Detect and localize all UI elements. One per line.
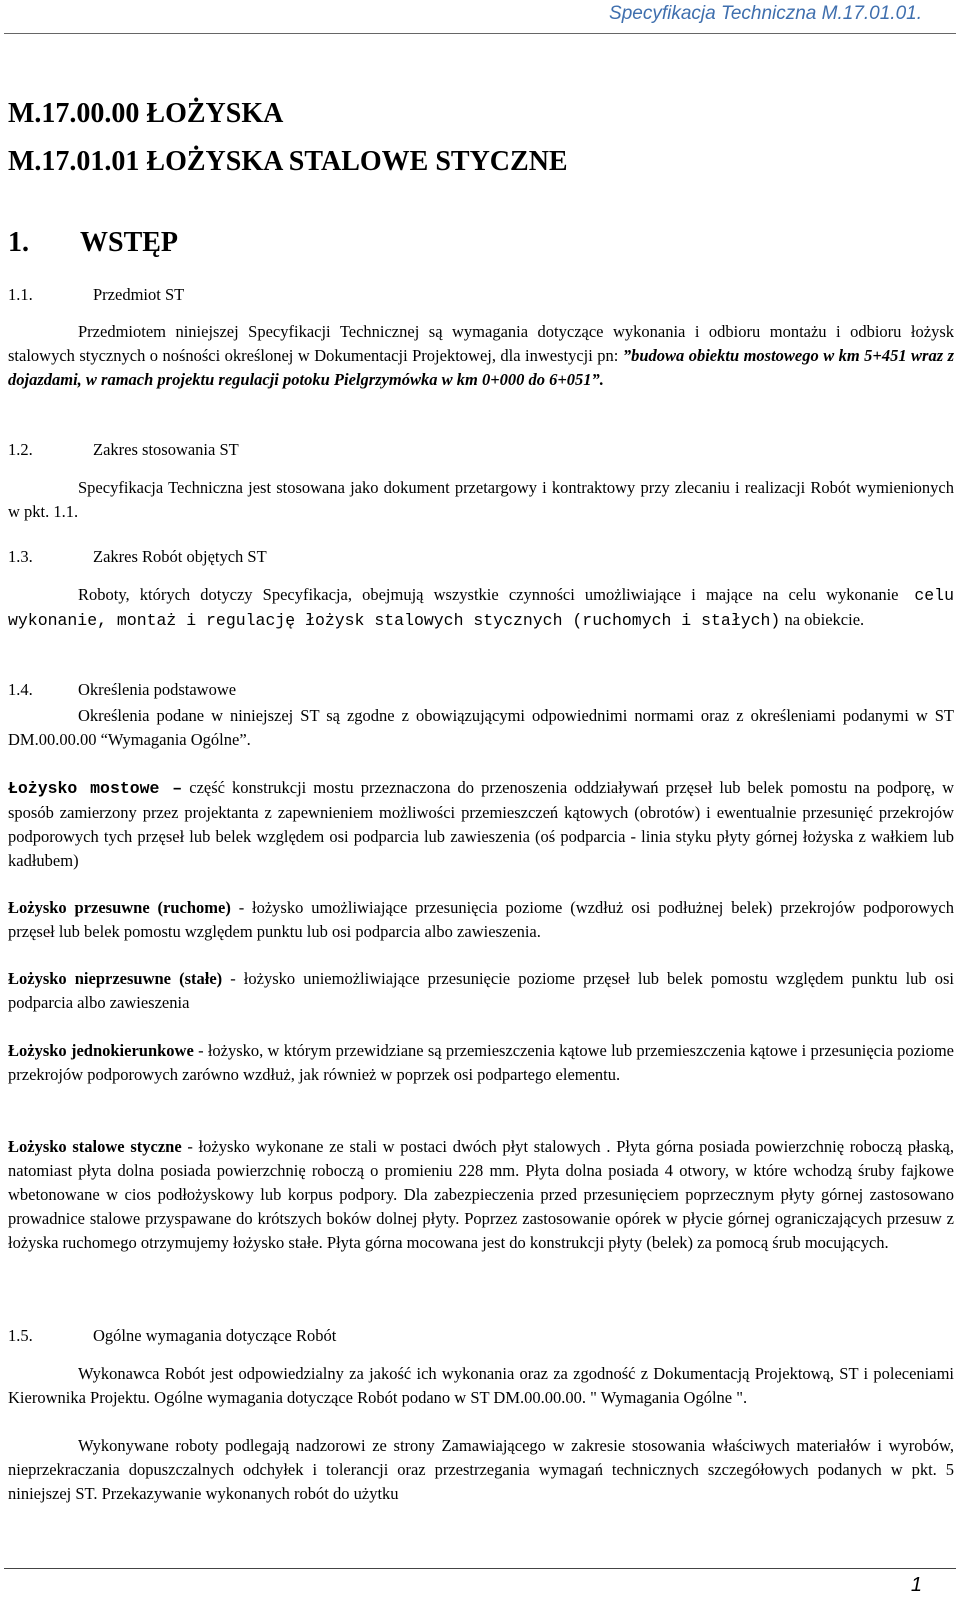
definition-term: Łożysko stalowe styczne (8, 1137, 182, 1156)
definition-text: - łożysko umożliwiające przesunięcia poziome (wzdłuż osi podłużnej belek) przekrojów podporowych przęseł lub belek pomostu względem punktu lub osi podparcia albo zawieszenia. (8, 898, 954, 941)
subsection-1-1-number: 1.1. (8, 285, 33, 304)
subsection-1-4-text: Określenia podane w niniejszej ST są zgodne z obowiązującymi odpowiednimi normami oraz z określeniami podanymi w ST DM.00.00.00 “Wymagania Ogólne”. (8, 706, 954, 749)
definition-text: - łożysko, w którym przewidziane są przemieszczenia kątowe lub przemieszczenia kątowe i przesunięcia poziome przekrojów podporowych zarówno wzdłuż, jak również w poprzek osi podpartego elementu. (8, 1041, 954, 1084)
subsection-1-5-title: Ogólne wymagania dotyczące Robót (93, 1326, 337, 1345)
subsection-1-1-text (8, 320, 954, 392)
header-rule (4, 33, 956, 34)
subsection-1-1-heading (8, 285, 954, 305)
footer-rule (4, 1568, 956, 1569)
definition-bearing (8, 776, 954, 873)
subsection-1-1-title: Przedmiot ST (93, 285, 185, 304)
definition-term: Łożysko jednokierunkowe (8, 1041, 194, 1060)
subsection-1-5-heading (8, 1326, 954, 1346)
definition-term: Łożysko przesuwne (ruchome) (8, 898, 231, 917)
investment-name: ”budowa obiektu mostowego w km 5+451 wraz z dojazdami, w ramach projektu regulacji potoku Pielgrzymówka w km 0+000 do 6+051”. (8, 345, 954, 389)
subsection-1-5-text-a: Wykonawca Robót jest odpowiedzialny za jakość ich wykonania oraz za zgodność z Dokumentacją Projektową, ST i poleceniami Kierownika Projektu. Ogólne wymagania dotyczące Robót podano w ST DM.00.00.00. " Wymagania Ogólne ". (8, 1364, 954, 1407)
definition-text: - łożysko uniemożliwiające przesunięcie poziome przęseł lub belek pomostu względem punktu lub osi podparcia albo zawieszenia (8, 969, 955, 1012)
subsection-1-3-title: Zakres Robót objętych ST (93, 547, 267, 566)
scope-text-end: na obiekcie. (780, 609, 865, 629)
definition-text: - łożysko wykonane ze stali w postaci dwóch płyt stalowych . Płyta górna posiada powierzchnię roboczą płaską, natomiast płyta dolna posiada powierzchnię roboczą o promieniu 228 mm. Płyta dolna posiada 4 otwory, w które wchodzą śruby fajkowe wbetonowane w cios podłożyskowy lub korpus podpory. Dla zabezpieczenia przed przesunięciem poprzecznym płyty górnej zastosowano prowadnice stalowe przyspawane do krótszych boków dolnej płyty. Poprzez zastosowanie opórek w płycie górnej ograniczających przesuw z łożyska ruchomego otrzymujemy łożysko stałe. Płyta górna mocowana jest do konstrukcji płyty (belek) za pomocą śrub mocujących. (8, 1137, 954, 1252)
section-1-number: 1. (8, 227, 29, 258)
section-1-heading (8, 227, 954, 259)
subsection-1-3-number: 1.3. (8, 547, 33, 566)
subsection-1-2-heading (8, 440, 954, 460)
subject-text: Przedmiotem niniejszej Specyfikacji Technicznej są wymagania dotyczące wykonania i odbioru montażu i odbioru łożysk stalowych stycznych o nośności określonej w Dokumentacji Projektowej, dla inwestycji pn: (8, 322, 954, 365)
subsection-1-2-number: 1.2. (8, 440, 33, 459)
definition-fixed-bearing (8, 967, 954, 1015)
subsection-1-4-number: 1.4. (8, 680, 33, 699)
subsection-1-4-heading (8, 680, 954, 700)
subsection-1-5-text-b: Wykonywane roboty podlegają nadzorowi ze strony Zamawiającego w zakresie stosowania właściwych materiałów i wyrobów, nieprzekraczania dopuszczalnych odchyłek i tolerancji oraz przestrzegania wymagań technicznych szczegółowych podanych w pkt. 5 niniejszej ST. Przekazywanie wykonanych robót do użytku (8, 1436, 954, 1503)
subsection-1-4-title: Określenia podstawowe (78, 680, 237, 699)
section-1-title: WSTĘP (80, 227, 179, 258)
subsection-1-3-heading (8, 547, 954, 567)
doc-title-sub: M.17.01.01 ŁOŻYSKA STALOWE STYCZNE (8, 146, 568, 177)
subsection-1-3-text (8, 583, 954, 633)
subsection-1-5-number: 1.5. (8, 1326, 33, 1345)
definition-text: część konstrukcji mostu przeznaczona do przenoszenia oddziaływań przęseł lub belek pomostu na podporę, w sposób zamierzony przez projektanta z zapewnieniem możliwości przemieszczeń kątowych (obrotów) i ewentualnie przesunięć przekrojów podporowych tych przęseł lub belek względem osi podparcia lub zawieszenia (oś podparcia - linia styku płyty górnej łożyska z wałkiem lub kadłubem) (8, 778, 954, 870)
doc-title-main: M.17.00.00 ŁOŻYSKA (8, 98, 284, 129)
running-header: Specyfikacja Techniczna M.17.01.01. (609, 3, 922, 24)
subsection-1-2-title: Zakres stosowania ST (93, 440, 239, 459)
scope-text: Roboty, których dotyczy Specyfikacja, obejmują wszystkie czynności umożliwiające i mające na celu wykonanie (78, 585, 899, 604)
definition-term: Łożysko nieprzesuwne (stałe) (8, 969, 223, 988)
definition-steel-tangent-bearing (8, 1135, 954, 1255)
subsection-1-2-text: Specyfikacja Techniczna jest stosowana jako dokument przetargowy i kontraktowy przy zlecaniu i realizacji Robót wymienionych w pkt. 1.1. (8, 478, 954, 521)
page-number: 1 (910, 1574, 922, 1596)
definition-sliding-bearing (8, 896, 954, 944)
scope-text-mono: celu wykonanie, montaż i regulację łożysk stalowych stycznych (ruchomych i stałych) (8, 586, 954, 630)
definition-unidirectional-bearing (8, 1039, 954, 1087)
definition-term: Łożysko mostowe – (8, 779, 183, 798)
